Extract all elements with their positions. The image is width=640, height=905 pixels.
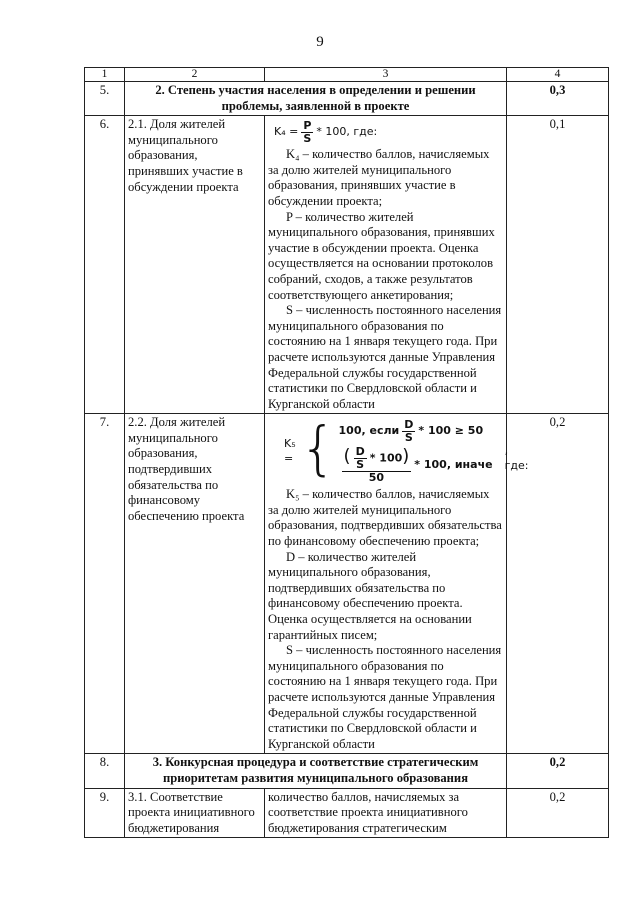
criterion-name: 3.1. Соответствие проекта инициативного бюджетирования bbox=[125, 788, 265, 838]
criterion-name: 2.1. Доля жителей муниципального образования, принявших участие в обсуждении проекта bbox=[125, 116, 265, 414]
criterion-description bbox=[265, 414, 529, 754]
weight-value: 0,2 bbox=[507, 754, 609, 788]
header-col-1: 1 bbox=[85, 68, 125, 82]
formula-lhs: K₄ = bbox=[274, 125, 299, 139]
weight-value: 0,2 bbox=[507, 414, 609, 754]
header-col-2: 2 bbox=[125, 68, 265, 82]
criterion-name: 2.2. Доля жителей муниципального образования, подтвердивших обязательства по финансовому обеспечению проекта bbox=[125, 414, 265, 754]
formula-fraction bbox=[301, 120, 313, 145]
criteria-table bbox=[84, 67, 609, 838]
header-col-3: 3 bbox=[265, 68, 507, 82]
row-number: 6. bbox=[85, 116, 125, 414]
description-paragraph: P – количество жителей муниципального образования, принявших участие в обсуждении проекта. Оценка осуществляется на основании протоколов собраний, сходов, а также результатов соответствующего анкетирования; bbox=[268, 209, 495, 302]
fraction-denominator: S bbox=[404, 430, 413, 444]
description-paragraph: K₄ – количество баллов, начисляемых за долю жителей муниципального образования, принявших участие в обсуждении проекта; bbox=[268, 147, 490, 208]
formula-k5 bbox=[268, 414, 529, 487]
header-col-4: 4 bbox=[507, 68, 609, 82]
formula-rest: * 100, где: bbox=[316, 125, 378, 139]
case-1-suffix: * 100 ≥ 50 bbox=[418, 424, 484, 438]
criterion-description bbox=[265, 116, 507, 414]
case-2-inner-fraction bbox=[354, 446, 367, 471]
row-number: 7. bbox=[85, 414, 125, 754]
fraction-denominator: 50 bbox=[368, 470, 385, 484]
page-number: 9 bbox=[316, 34, 324, 50]
criterion-description bbox=[265, 788, 507, 838]
formula-tail: , где: bbox=[504, 443, 529, 473]
fraction-denominator: S bbox=[303, 131, 312, 145]
row-number: 5. bbox=[85, 82, 125, 116]
table-row-section-3 bbox=[85, 754, 609, 788]
description-paragraph: D – количество жителей муниципального образования, подтвердивших обязательства по финансовому обеспечению проекта. Оценка осуществляется на основании гарантийных писем; bbox=[268, 549, 472, 642]
description-paragraph: количество баллов, начисляемых за соответствие проекта инициативного бюджетирования стратегическим bbox=[268, 789, 468, 835]
table-row-7 bbox=[85, 414, 609, 754]
formula-cases bbox=[339, 419, 493, 484]
weight-value: 0,3 bbox=[507, 82, 609, 116]
row-number: 8. bbox=[85, 754, 125, 788]
curly-brace: { bbox=[299, 414, 337, 483]
fraction-numerator: P bbox=[303, 118, 312, 132]
fraction-numerator: ( $\frac{D}{S}$ * 100) bbox=[343, 444, 410, 471]
table-row-6 bbox=[85, 116, 609, 414]
formula-case-2 bbox=[339, 446, 493, 484]
table-row-section-2 bbox=[85, 82, 609, 116]
formula-k4 bbox=[268, 117, 503, 147]
formula-lhs: K₅ = bbox=[284, 436, 296, 466]
description-paragraph: S – численность постоянного населения муниципального образования по состоянию на 1 января текущего года. При расчете используются данные Управления Федеральной службы государственной статистики по Свердловской области и Курганской области bbox=[268, 303, 502, 411]
row-number: 9. bbox=[85, 788, 125, 838]
section-title: 3. Конкурсная процедура и соответствие стратегическим приоритетам развития муниципального образования bbox=[125, 754, 507, 788]
formula-case-1 bbox=[339, 419, 493, 444]
weight-value: 0,2 bbox=[507, 788, 609, 838]
table-header-row bbox=[85, 68, 609, 82]
section-title: 2. Степень участия населения в определении и решении проблемы, заявленной в проекте bbox=[125, 82, 507, 116]
fraction-numerator: D bbox=[355, 444, 365, 458]
case-2-outer-fraction bbox=[342, 446, 412, 484]
case-2-suffix: * 100, иначе bbox=[414, 457, 493, 471]
inner-multiplier: * 100 bbox=[369, 451, 403, 465]
description-paragraph: S – численность постоянного населения муниципального образования по состоянию на 1 января текущего года. При расчете используются данные Управления Федеральной службы государственной статистики по Свердловской области и Курганской области bbox=[268, 643, 502, 751]
fraction-numerator: D bbox=[404, 417, 414, 431]
fraction-denominator: S bbox=[356, 457, 365, 471]
case-1-prefix: 100, если bbox=[338, 424, 400, 438]
table-row-9 bbox=[85, 788, 609, 838]
case-1-fraction bbox=[402, 419, 415, 444]
description-paragraph: K₅ – количество баллов, начисляемых за долю жителей муниципального образования, подтвердивших обязательства по финансовому обеспечению проекта; bbox=[268, 487, 502, 549]
weight-value: 0,1 bbox=[507, 116, 609, 414]
